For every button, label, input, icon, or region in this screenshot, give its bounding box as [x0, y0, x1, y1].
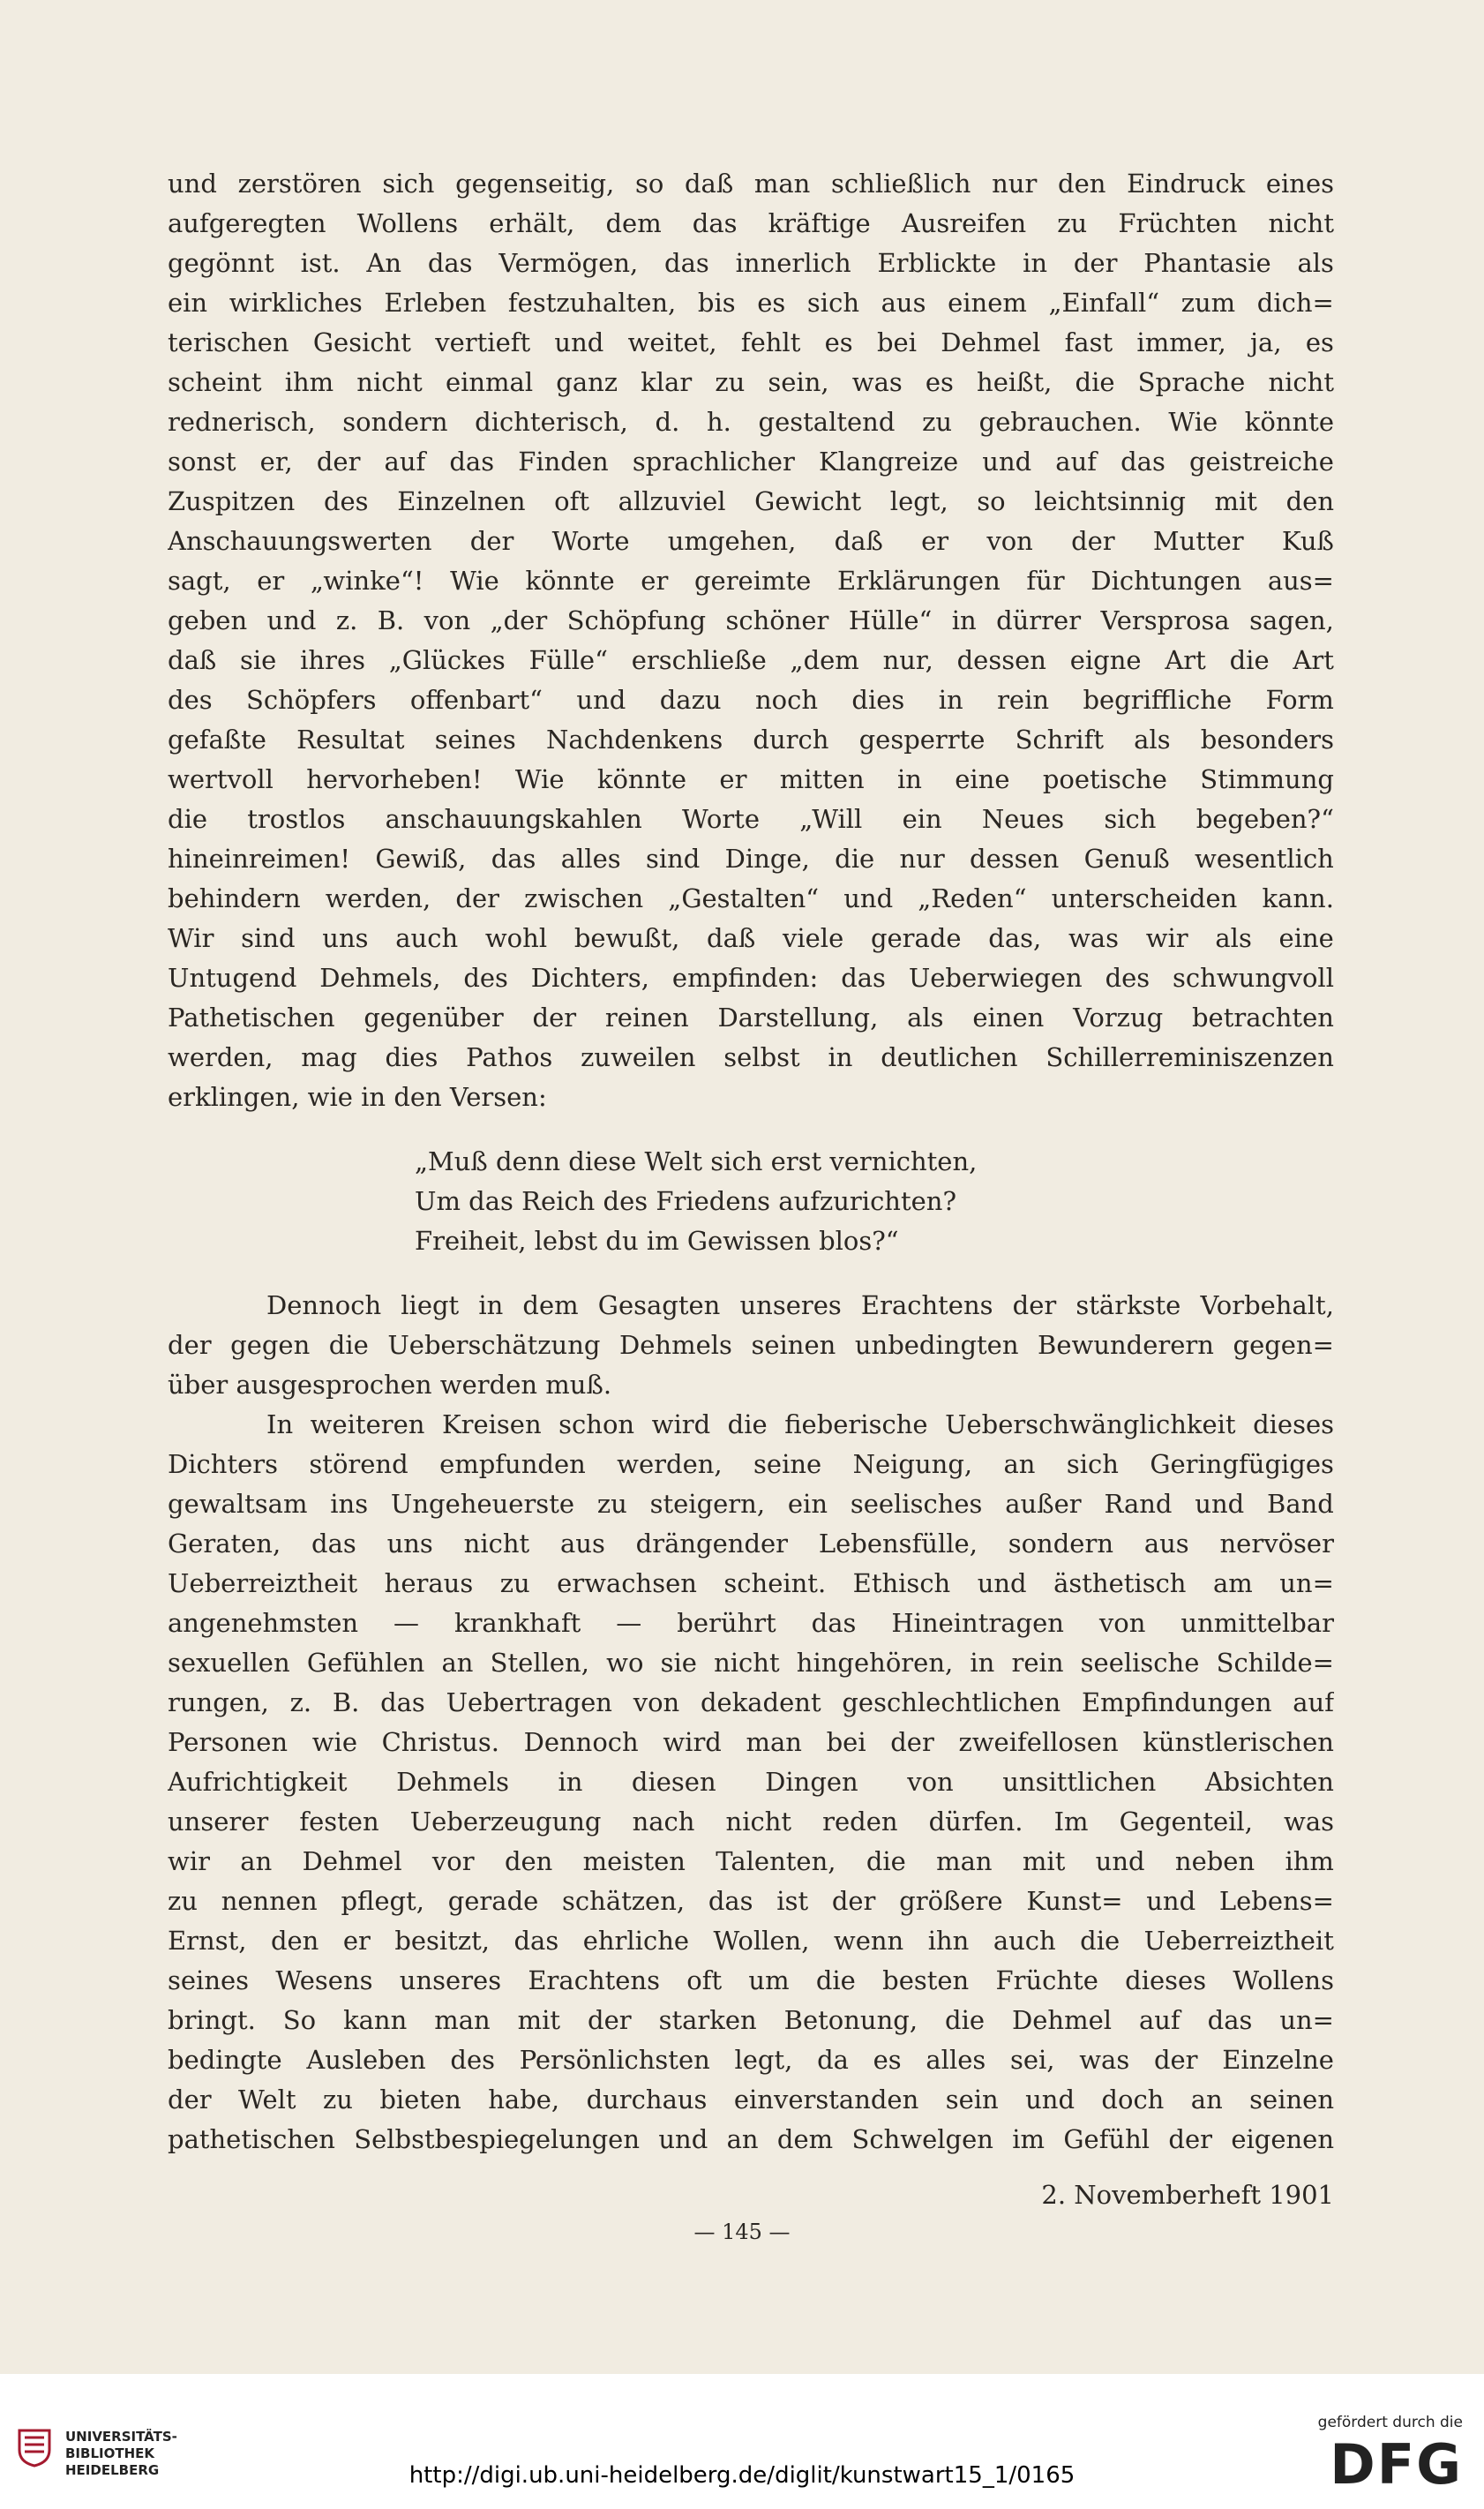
text-line: bringt. So kann man mit der starken Betonung, die Dehmel auf das un=: [168, 2005, 1334, 2035]
text-line: rednerisch, sondern dichterisch, d. h. gestaltend zu gebrauchen. Wie könnte: [168, 407, 1334, 437]
text-line: sonst er, der auf das Finden sprachlicher Klangreize und auf das geistreiche: [168, 447, 1334, 477]
text-line: zu nennen pflegt, gerade schätzen, das ist der größere Kunst= und Lebens=: [168, 1886, 1334, 1916]
text-line: und zerstören sich gegenseitig, so daß man schließlich nur den Eindruck eines: [168, 169, 1334, 199]
body-text: [168, 164, 1334, 2160]
text-line: werden, mag dies Pathos zuweilen selbst in deutlichen Schillerreminiszenzen: [168, 1042, 1334, 1072]
text-line: Untugend Dehmels, des Dichters, empfinden: das Ueberwiegen des schwungvoll: [168, 963, 1334, 993]
text-line: des Schöpfers offenbart“ und dazu noch dies in rein begriffliche Form: [168, 685, 1334, 715]
text-line: hineinreimen! Gewiß, das alles sind Dinge, die nur dessen Genuß wesentlich: [168, 844, 1334, 874]
text-line: Personen wie Christus. Dennoch wird man bei der zweifellosen künstlerischen: [168, 1727, 1334, 1757]
text-line: sagt, er „winke“! Wie könnte er gereimte Erklärungen für Dichtungen aus=: [168, 566, 1334, 596]
text-line: Um das Reich des Friedens aufzurichten?: [415, 1186, 957, 1216]
text-line: Wir sind uns auch wohl bewußt, daß viele gerade das, was wir als eine: [168, 923, 1334, 953]
dfg-logo[interactable]: DFG: [1330, 2432, 1463, 2497]
viewer-footer: [0, 2374, 1484, 2509]
text-line: der Welt zu bieten habe, durchaus einverstanden sein und doch an seinen: [168, 2085, 1334, 2115]
text-line: geben und z. B. von „der Schöpfung schöner Hülle“ in dürrer Versprosa sagen,: [168, 605, 1334, 635]
text-line: terischen Gesicht vertieft und weitet, fehlt es bei Dehmel fast immer, ja, es: [168, 327, 1334, 357]
text-line: „Muß denn diese Welt sich erst vernichten,: [415, 1146, 978, 1176]
text-line: pathetischen Selbstbespiegelungen und an dem Schwelgen im Gefühl der eigenen: [168, 2124, 1334, 2154]
text-line: erklingen, wie in den Versen:: [168, 1082, 547, 1112]
text-line: wir an Dehmel vor den meisten Talenten, die man mit und neben ihm: [168, 1846, 1334, 1876]
text-line: In weiteren Kreisen schon wird die fieberische Ueberschwänglichkeit dieses: [266, 1409, 1334, 1439]
text-line: aufgeregten Wollens erhält, dem das kräftige Ausreifen zu Früchten nicht: [168, 208, 1334, 238]
text-line: seines Wesens unseres Erachtens oft um die besten Früchte dieses Wollens: [168, 1965, 1334, 1995]
text-line: der gegen die Ueberschätzung Dehmels seinen unbedingten Bewunderern gegen=: [168, 1330, 1334, 1360]
text-line: bedingte Ausleben des Persönlichsten legt, da es alles sei, was der Einzelne: [168, 2045, 1334, 2075]
text-line: scheint ihm nicht einmal ganz klar zu sein, was es heißt, die Sprache nicht: [168, 367, 1334, 397]
text-line: gegönnt ist. An das Vermögen, das innerlich Erblickte in der Phantasie als: [168, 248, 1334, 278]
text-line: die trostlos anschauungskahlen Worte „Will ein Neues sich begeben?“: [168, 804, 1334, 834]
funded-by-label: gefördert durch die: [1317, 2414, 1463, 2431]
text-line: Ueberreiztheit heraus zu erwachsen scheint. Ethisch und ästhetisch am un=: [168, 1568, 1334, 1598]
text-line: daß sie ihres „Glückes Fülle“ erschließe „dem nur, dessen eigne Art die Art: [168, 645, 1334, 675]
source-url-link[interactable]: http://digi.ub.uni-heidelberg.de/diglit/kunstwart15_1/0165: [408, 2462, 1076, 2489]
text-line: gewaltsam ins Ungeheuerste zu steigern, ein seelisches außer Rand und Band: [168, 1489, 1334, 1519]
text-line: Dennoch liegt in dem Gesagten unseres Erachtens der stärkste Vorbehalt,: [266, 1290, 1334, 1320]
text-line: über ausgesprochen werden muß.: [168, 1370, 612, 1400]
text-line: Dichters störend empfunden werden, seine Neigung, an sich Geringfügiges: [168, 1449, 1334, 1479]
text-line: unserer festen Ueberzeugung nach nicht reden dürfen. Im Gegenteil, was: [168, 1807, 1334, 1837]
text-line: Freiheit, lebst du im Gewissen blos?“: [415, 1226, 899, 1256]
page-number: — 145 —: [693, 2220, 791, 2244]
text-line: angenehmsten — krankhaft — berührt das Hineintragen von unmittelbar: [168, 1608, 1334, 1638]
text-line: wertvoll hervorheben! Wie könnte er mitten in eine poetische Stimmung: [168, 764, 1334, 794]
text-line: Zuspitzen des Einzelnen oft allzuviel Gewicht legt, so leichtsinnig mit den: [168, 486, 1334, 516]
text-line: Ernst, den er besitzt, das ehrliche Wollen, wenn ihn auch die Ueberreiztheit: [168, 1926, 1334, 1956]
text-line: Pathetischen gegenüber der reinen Darstellung, als einen Vorzug betrachten: [168, 1003, 1334, 1033]
text-line: Geraten, das uns nicht aus drängender Lebensfülle, sondern aus nervöser: [168, 1529, 1334, 1559]
text-line: Aufrichtigkeit Dehmels in diesen Dingen von unsittlichen Absichten: [168, 1767, 1334, 1797]
issue-note: 2. Novemberheft 1901: [1041, 2180, 1334, 2210]
library-name[interactable]: UNIVERSITÄTS- BIBLIOTHEK HEIDELBERG: [65, 2429, 177, 2478]
text-line: sexuellen Gefühlen an Stellen, wo sie nicht hingehören, in rein seelische Schilde=: [168, 1648, 1334, 1678]
text-line: ein wirkliches Erleben festzuhalten, bis es sich aus einem „Einfall“ zum dich=: [168, 288, 1334, 318]
text-line: gefaßte Resultat seines Nachdenkens durch gesperrte Schrift als besonders: [168, 725, 1334, 755]
text-line: behindern werden, der zwischen „Gestalten“ und „Reden“ unterscheiden kann.: [168, 883, 1334, 913]
text-line: rungen, z. B. das Uebertragen von dekadent geschlechtlichen Empfindungen auf: [168, 1687, 1334, 1717]
text-line: Anschauungswerten der Worte umgehen, daß er von der Mutter Kuß: [168, 526, 1334, 556]
